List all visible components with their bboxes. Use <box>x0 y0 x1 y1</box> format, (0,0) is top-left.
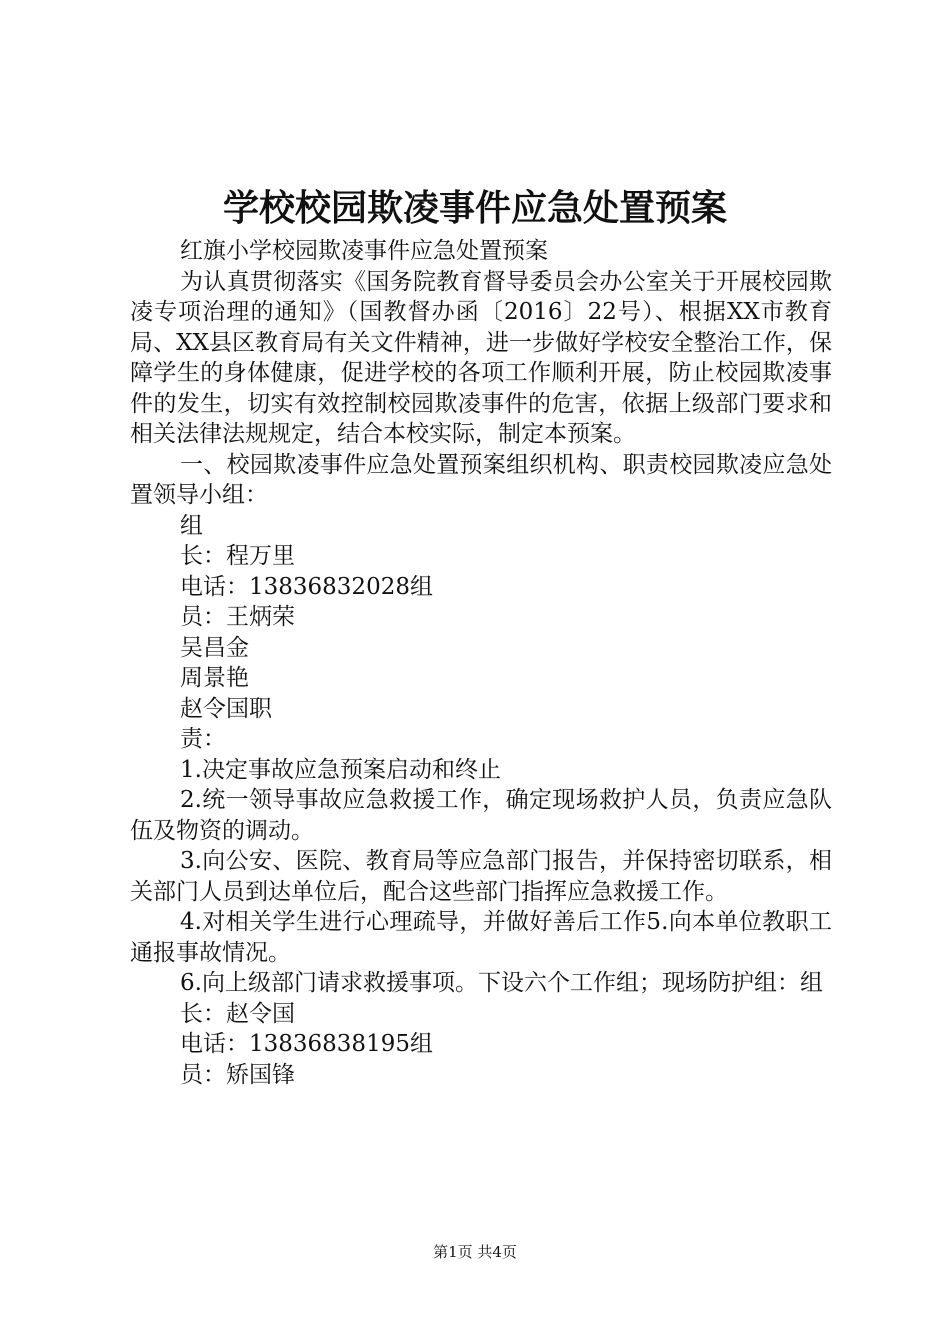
text-line: 员：王炳荣 <box>180 604 295 630</box>
intro-paragraph: 为认真贯彻落实《国务院教育督导委员会办公室关于开展校园欺凌专项治理的通知》（国教督办函〔2016〕22号）、根据XX市教育局、XX县区教育局有关文件精神，进一步做好学校安全整治工作，保障学生的身体健康，促进学校的各项工作顺利开展，防止校园欺凌事件的发生，切实有效控制校园欺凌事件的危害，依据上级部门要求和相关法律法规规定，结合本校实际，制定本预案。 <box>130 268 832 447</box>
text-line: 电话：13836832028组 <box>180 573 433 600</box>
duty-item: 6.向上级部门请求救援事项。下设六个工作组；现场防护组：组 <box>180 970 823 996</box>
text-line: 组 <box>180 512 203 539</box>
text-line: 员：矫国锋 <box>180 1061 295 1088</box>
duty-item: 2.统一领导事故应急救援工作，确定现场救护人员，负责应急队伍及物资的调动。 <box>130 787 832 844</box>
duty-item: 1.决定事故应急预案启动和终止 <box>180 756 501 783</box>
document-subtitle: 红旗小学校园欺凌事件应急处置预案 <box>180 238 548 264</box>
text-line: 周景艳 <box>180 665 249 691</box>
text-line: 赵令国职 <box>180 695 272 722</box>
text-line: 责： <box>180 726 226 752</box>
text-line: 长：程万里 <box>180 543 295 569</box>
document-title: 学校校园欺凌事件应急处置预案 <box>222 187 727 229</box>
document-body <box>130 236 832 1090</box>
text-line: 吴昌金 <box>180 634 249 661</box>
duty-item: 4.对相关学生进行心理疏导，并做好善后工作5.向本单位教职工通报事故情况。 <box>130 909 832 966</box>
text-line: 电话：13836838195组 <box>180 1031 433 1057</box>
page-number-footer: 第1页 共4页 <box>433 1243 517 1261</box>
text-line: 长：赵令国 <box>180 1000 295 1027</box>
section-heading-organization: 一、校园欺凌事件应急处置预案组织机构、职责校园欺凌应急处置领导小组： <box>130 451 832 508</box>
duty-item: 3.向公安、医院、教育局等应急部门报告，并保持密切联系，相关部门人员到达单位后，配合这些部门指挥应急救援工作。 <box>130 848 832 905</box>
